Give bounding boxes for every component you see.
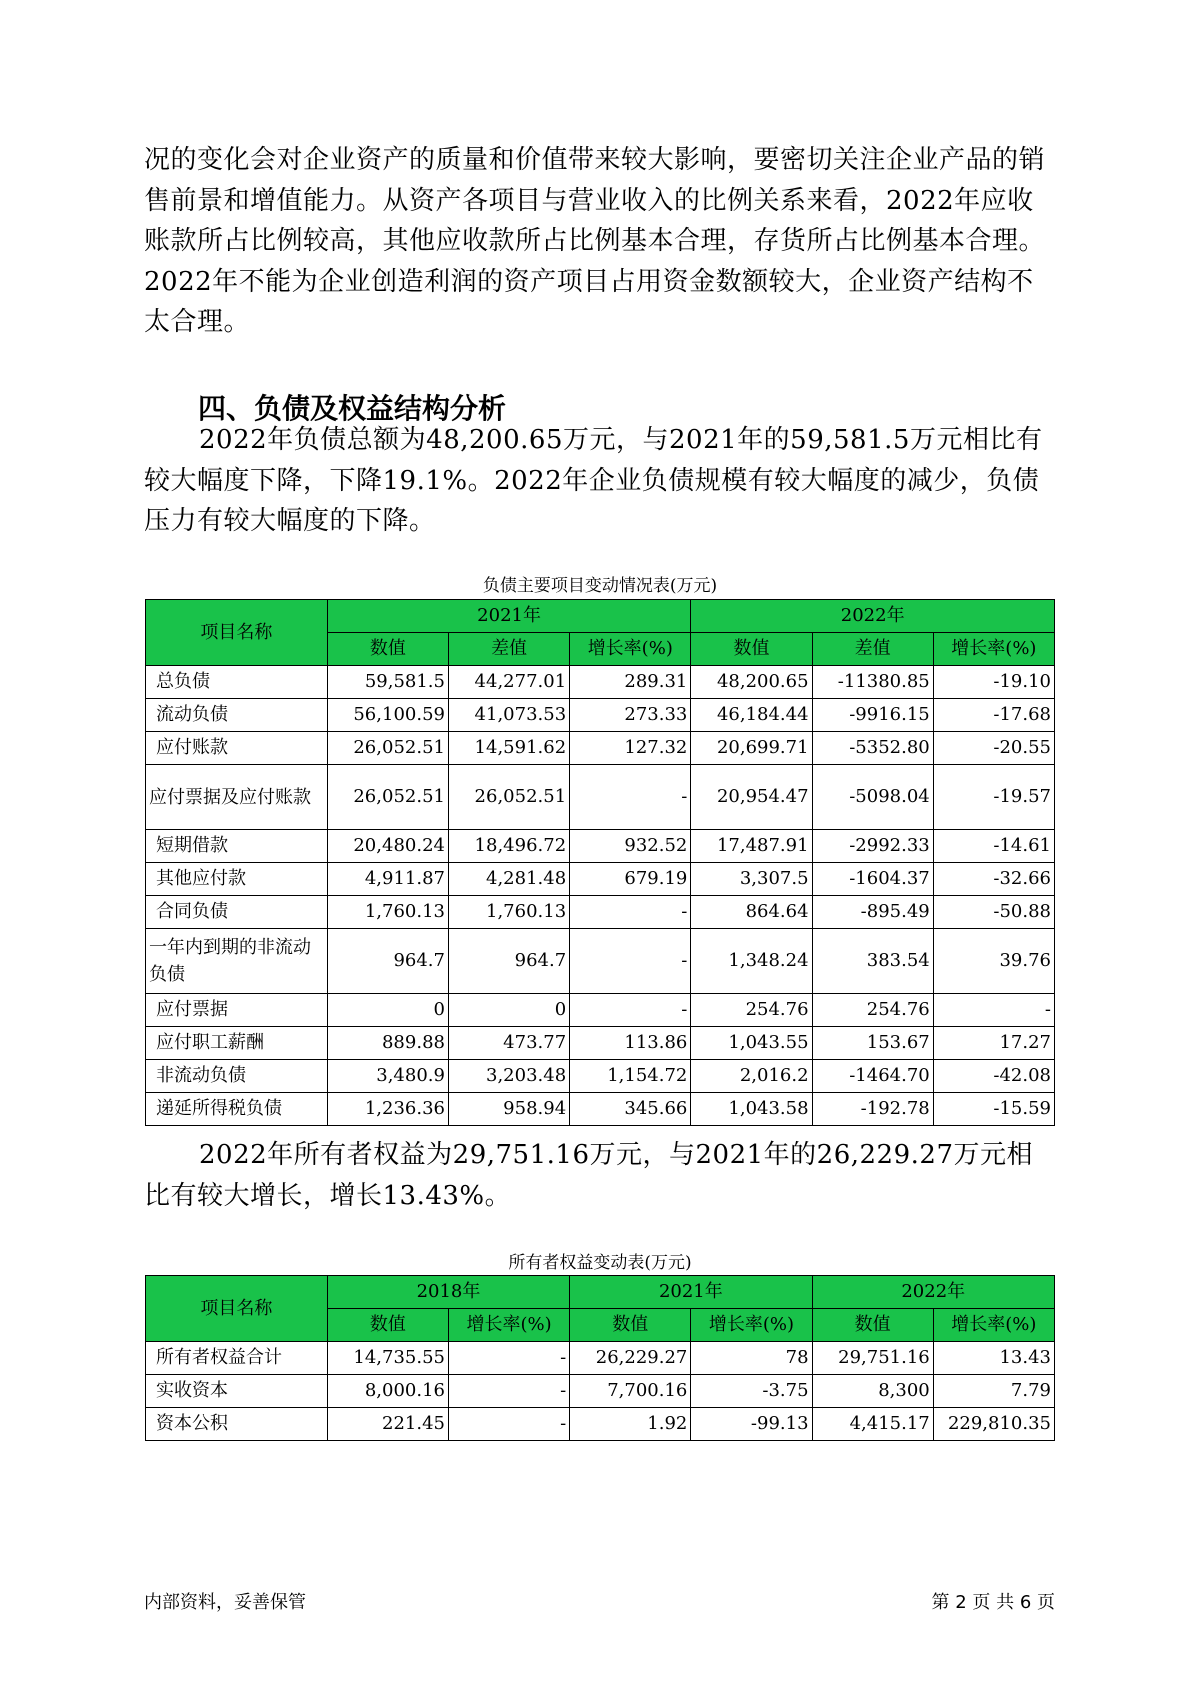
table-cell: 1.92 (570, 1408, 691, 1441)
table-cell: 26,052.51 (448, 765, 569, 830)
row-label: 流动负债 (146, 699, 328, 732)
table-cell: 964.7 (327, 929, 448, 994)
table-cell: 4,281.48 (448, 863, 569, 896)
equity-header-row-years (146, 1276, 1055, 1309)
table-cell: - (933, 994, 1054, 1027)
row-label: 短期借款 (146, 830, 328, 863)
table-cell: 14,591.62 (448, 732, 569, 765)
column-header-year: 2021年 (570, 1276, 812, 1309)
table-cell: -32.66 (933, 863, 1054, 896)
column-header-growth-rate: 增长率(%) (691, 1309, 812, 1342)
table-cell: 679.19 (570, 863, 691, 896)
table-cell: 1,043.55 (691, 1027, 812, 1060)
table-cell: 13.43 (933, 1342, 1054, 1375)
row-label: 非流动负债 (146, 1060, 328, 1093)
table-row (146, 765, 1055, 830)
footer-page-number: 第 2 页 共 6 页 (931, 1592, 1055, 1613)
table-row (146, 732, 1055, 765)
table-cell: 20,954.47 (691, 765, 812, 830)
equity-table-caption: 所有者权益变动表(万元) (508, 1253, 692, 1273)
table-row (146, 863, 1055, 896)
table-cell: 18,496.72 (448, 830, 569, 863)
column-header-difference: 差值 (448, 633, 569, 666)
table-row (146, 929, 1055, 994)
table-cell: 59,581.5 (327, 666, 448, 699)
table-cell: 8,000.16 (327, 1375, 448, 1408)
table-cell: -19.10 (933, 666, 1054, 699)
table-cell: -19.57 (933, 765, 1054, 830)
table-cell: 127.32 (570, 732, 691, 765)
table-cell: 113.86 (570, 1027, 691, 1060)
table-cell: 3,480.9 (327, 1060, 448, 1093)
table-cell: -9916.15 (812, 699, 933, 732)
table-cell: 41,073.53 (448, 699, 569, 732)
table-cell: -17.68 (933, 699, 1054, 732)
liability-table-caption: 负债主要项目变动情况表(万元) (482, 576, 718, 596)
table-cell: 8,300 (812, 1375, 933, 1408)
table-cell: 1,236.36 (327, 1093, 448, 1126)
table-cell: -15.59 (933, 1093, 1054, 1126)
table-cell: -1464.70 (812, 1060, 933, 1093)
table-row (146, 994, 1055, 1027)
table-cell: 964.7 (448, 929, 569, 994)
table-cell: -42.08 (933, 1060, 1054, 1093)
paragraph-asset-structure: 况的变化会对企业资产的质量和价值带来较大影响，要密切关注企业产品的销售前景和增值能力。从资产各项目与营业收入的比例关系来看，2022年应收账款所占比例较高，其他应收款所占比例基本合理，存货所占比例基本合理。2022年不能为企业创造利润的资产项目占用资金数额较大，企业资产结构不太合理。 (144, 145, 1046, 337)
table-cell: 44,277.01 (448, 666, 569, 699)
paragraph-liabilities: 2022年负债总额为48,200.65万元，与2021年的59,581.5万元相比有较大幅度下降，下降19.1%。2022年企业负债规模有较大幅度的减少，负债压力有较大幅度的下降。 (144, 425, 1043, 536)
column-header-growth-rate: 增长率(%) (933, 1309, 1054, 1342)
table-cell: 3,203.48 (448, 1060, 569, 1093)
table-cell: 4,415.17 (812, 1408, 933, 1441)
table-cell: - (570, 896, 691, 929)
table-cell: 1,043.58 (691, 1093, 812, 1126)
table-cell: 345.66 (570, 1093, 691, 1126)
column-header-growth-rate: 增长率(%) (570, 633, 691, 666)
column-header-difference: 差值 (812, 633, 933, 666)
table-cell: - (570, 994, 691, 1027)
equity-table (145, 1275, 1055, 1441)
table-cell: -14.61 (933, 830, 1054, 863)
table-cell: 26,052.51 (327, 765, 448, 830)
row-label: 其他应付款 (146, 863, 328, 896)
table-cell: 0 (327, 994, 448, 1027)
table-cell: -2992.33 (812, 830, 933, 863)
table-cell: -50.88 (933, 896, 1054, 929)
table-row (146, 1093, 1055, 1126)
table-cell: -11380.85 (812, 666, 933, 699)
row-label: 所有者权益合计 (146, 1342, 328, 1375)
table-cell: 254.76 (812, 994, 933, 1027)
row-label: 应付职工薪酬 (146, 1027, 328, 1060)
row-label: 应付票据 (146, 994, 328, 1027)
table-cell: 17.27 (933, 1027, 1054, 1060)
column-header-item-name: 项目名称 (146, 1276, 328, 1342)
table-row (146, 666, 1055, 699)
row-label: 资本公积 (146, 1408, 328, 1441)
table-cell: 958.94 (448, 1093, 569, 1126)
table-cell: 889.88 (327, 1027, 448, 1060)
row-label: 应付票据及应付账款 (146, 765, 328, 830)
table-cell: 29,751.16 (812, 1342, 933, 1375)
footer-confidential-note: 内部资料，妥善保管 (144, 1592, 306, 1613)
table-cell: - (570, 929, 691, 994)
liability-table (145, 599, 1055, 1126)
table-cell: 1,760.13 (448, 896, 569, 929)
table-cell: -1604.37 (812, 863, 933, 896)
table-cell: -5352.80 (812, 732, 933, 765)
table-cell: 473.77 (448, 1027, 569, 1060)
row-label: 总负债 (146, 666, 328, 699)
table-cell: 3,307.5 (691, 863, 812, 896)
column-header-year: 2022年 (691, 600, 1055, 633)
column-header-year: 2021年 (327, 600, 691, 633)
liability-header-row-years (146, 600, 1055, 633)
column-header-value: 数值 (327, 1309, 448, 1342)
table-cell: -192.78 (812, 1093, 933, 1126)
table-cell: 1,154.72 (570, 1060, 691, 1093)
table-cell: 4,911.87 (327, 863, 448, 896)
column-header-value: 数值 (570, 1309, 691, 1342)
table-cell: 26,229.27 (570, 1342, 691, 1375)
table-cell: -3.75 (691, 1375, 812, 1408)
table-cell: -99.13 (691, 1408, 812, 1441)
section-heading: 四、负债及权益结构分析 (198, 392, 507, 425)
table-cell: 48,200.65 (691, 666, 812, 699)
row-label: 应付账款 (146, 732, 328, 765)
table-cell: - (448, 1375, 569, 1408)
table-row (146, 699, 1055, 732)
table-cell: 78 (691, 1342, 812, 1375)
column-header-growth-rate: 增长率(%) (933, 633, 1054, 666)
table-cell: 0 (448, 994, 569, 1027)
table-cell: 56,100.59 (327, 699, 448, 732)
column-header-growth-rate: 增长率(%) (448, 1309, 569, 1342)
table-cell: 383.54 (812, 929, 933, 994)
table-cell: - (448, 1408, 569, 1441)
row-label: 实收资本 (146, 1375, 328, 1408)
table-row (146, 1375, 1055, 1408)
column-header-item-name: 项目名称 (146, 600, 328, 666)
table-cell: 254.76 (691, 994, 812, 1027)
table-cell: 20,480.24 (327, 830, 448, 863)
table-cell: 1,760.13 (327, 896, 448, 929)
table-cell: 7,700.16 (570, 1375, 691, 1408)
table-cell: -20.55 (933, 732, 1054, 765)
table-cell: 14,735.55 (327, 1342, 448, 1375)
table-cell: -895.49 (812, 896, 933, 929)
table-row (146, 896, 1055, 929)
table-cell: 7.79 (933, 1375, 1054, 1408)
column-header-value: 数值 (691, 633, 812, 666)
table-cell: 26,052.51 (327, 732, 448, 765)
row-label: 合同负债 (146, 896, 328, 929)
table-cell: 932.52 (570, 830, 691, 863)
table-cell: 46,184.44 (691, 699, 812, 732)
table-cell: 221.45 (327, 1408, 448, 1441)
column-header-value: 数值 (812, 1309, 933, 1342)
table-cell: 17,487.91 (691, 830, 812, 863)
column-header-value: 数值 (327, 633, 448, 666)
table-cell: - (570, 765, 691, 830)
row-label: 递延所得税负债 (146, 1093, 328, 1126)
table-row (146, 1027, 1055, 1060)
table-cell: 864.64 (691, 896, 812, 929)
table-cell: 1,348.24 (691, 929, 812, 994)
table-cell: - (448, 1342, 569, 1375)
table-row (146, 1342, 1055, 1375)
table-row (146, 830, 1055, 863)
table-cell: 39.76 (933, 929, 1054, 994)
column-header-year: 2018年 (327, 1276, 569, 1309)
table-cell: 273.33 (570, 699, 691, 732)
table-cell: 153.67 (812, 1027, 933, 1060)
table-cell: 20,699.71 (691, 732, 812, 765)
column-header-year: 2022年 (812, 1276, 1054, 1309)
table-row (146, 1060, 1055, 1093)
table-cell: 289.31 (570, 666, 691, 699)
table-cell: 229,810.35 (933, 1408, 1054, 1441)
table-cell: 2,016.2 (691, 1060, 812, 1093)
row-label: 一年内到期的非流动负债 (146, 929, 328, 994)
paragraph-equity: 2022年所有者权益为29,751.16万元，与2021年的26,229.27万元相比有较大增长，增长13.43%。 (144, 1140, 1033, 1211)
table-cell: -5098.04 (812, 765, 933, 830)
table-row (146, 1408, 1055, 1441)
